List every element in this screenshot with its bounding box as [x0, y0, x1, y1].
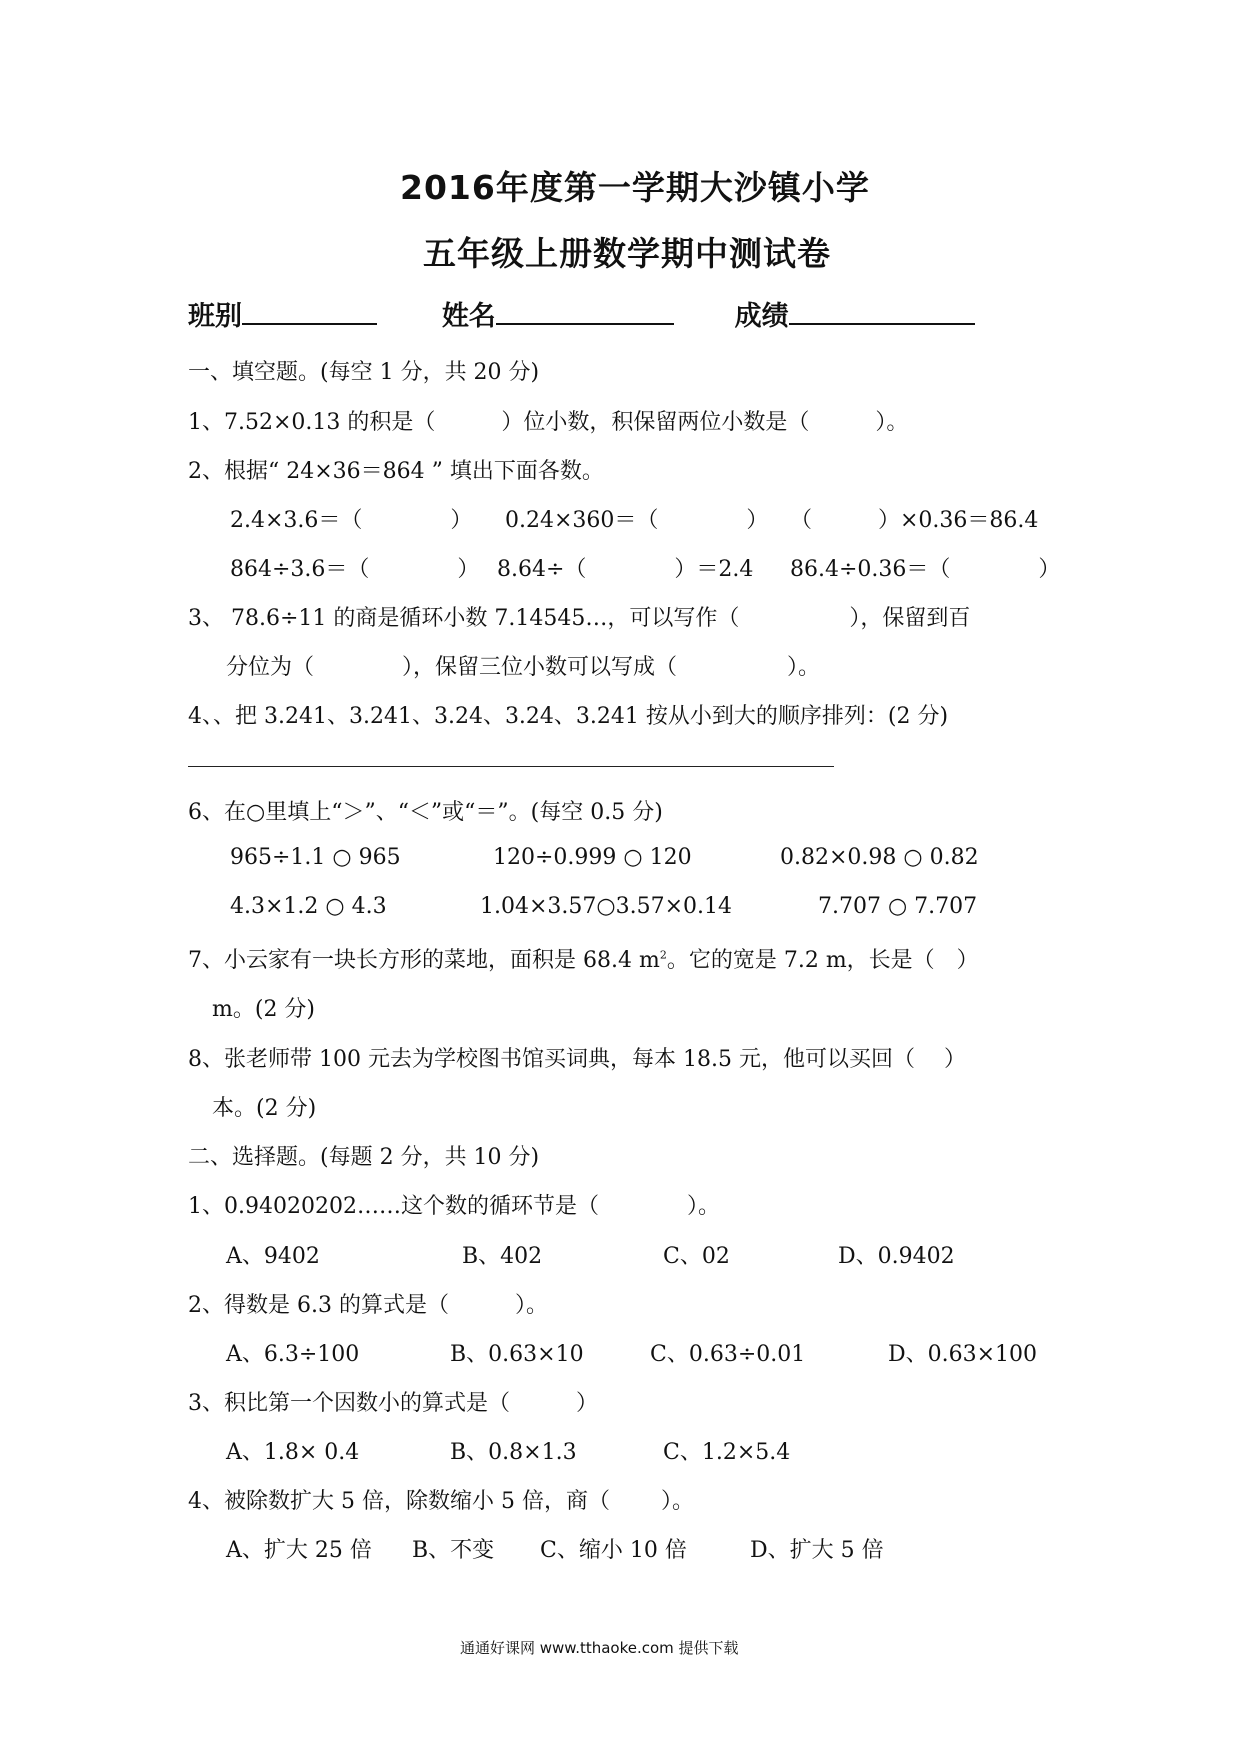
score-label: 成绩: [734, 301, 789, 332]
student-info-row: [188, 294, 975, 333]
s1-question-4: 4、、把 3.241、3.241、3.24、3.24、3.241 按从小到大的顺序排列：(2 分): [188, 704, 949, 729]
s1-q6-item: 965÷1.1 ○ 965: [230, 845, 401, 870]
s2-q1-option[interactable]: A、9402: [226, 1244, 320, 1269]
s2-q4-option[interactable]: C、缩小 10 倍: [540, 1538, 687, 1563]
s1-q6-item: 120÷0.999 ○ 120: [493, 845, 692, 870]
s2-q3-option[interactable]: B、0.8×1.3: [450, 1440, 577, 1465]
section2-heading: 二、选择题。(每题 2 分，共 10 分): [188, 1145, 540, 1170]
score-blank[interactable]: [789, 297, 975, 325]
q4-answer-line[interactable]: [188, 766, 834, 767]
s2-question-4: 4、被除数扩大 5 倍，除数缩小 5 倍，商（ ）。: [188, 1489, 694, 1514]
s1-question-6: 6、在○里填上“＞”、“＜”或“＝”。(每空 0.5 分): [188, 800, 663, 825]
q7-text-b: 。它的宽是 7.2 m，长是（ ）: [666, 948, 979, 973]
footer-credit: 通通好课网 www.tthaoke.com 提供下载: [460, 1639, 739, 1657]
exam-title-line1: 2016年度第一学期大沙镇小学: [400, 168, 870, 207]
s1-question-7: [188, 943, 979, 974]
s2-q1-option[interactable]: D、0.9402: [838, 1244, 955, 1269]
s2-q3-option[interactable]: C、1.2×5.4: [663, 1440, 791, 1465]
s1-q2-item: 8.64÷（ ）＝2.4: [497, 557, 754, 582]
s2-q1-option[interactable]: C、02: [663, 1244, 730, 1269]
q7-text-a: 7、小云家有一块长方形的菜地，面积是 68.4 m: [188, 948, 660, 973]
s2-q2-option[interactable]: D、0.63×100: [888, 1342, 1038, 1367]
s1-q2-item: 0.24×360＝（ ）: [505, 508, 769, 533]
class-label: 班别: [188, 301, 242, 332]
s1-q6-item: 1.04×3.57○3.57×0.14: [480, 894, 733, 919]
s1-question-8: 8、张老师带 100 元去为学校图书馆买词典，每本 18.5 元，他可以买回（ ）: [188, 1047, 966, 1072]
exam-title-line2: 五年级上册数学期中测试卷: [423, 234, 831, 273]
name-blank[interactable]: [496, 297, 674, 325]
s2-q1-option[interactable]: B、402: [462, 1244, 543, 1269]
s2-question-2: 2、得数是 6.3 的算式是（ ）。: [188, 1293, 548, 1318]
s1-question-8-cont: 本。(2 分): [212, 1096, 317, 1121]
s2-q4-option[interactable]: A、扩大 25 倍: [226, 1538, 372, 1563]
s1-q6-item: 0.82×0.98 ○ 0.82: [780, 845, 979, 870]
s2-q2-option[interactable]: A、6.3÷100: [226, 1342, 360, 1367]
s1-question-3-cont: 分位为（ ），保留三位小数可以写成（ ）。: [226, 655, 821, 680]
s1-q2-item: 2.4×3.6＝（ ）: [230, 508, 473, 533]
s1-q6-item: 7.707 ○ 7.707: [818, 894, 978, 919]
s1-q2-item: 864÷3.6＝（ ）: [230, 557, 480, 582]
q7-superscript: 2: [659, 948, 667, 962]
class-blank[interactable]: [242, 297, 377, 325]
s1-question-1: 1、7.52×0.13 的积是（ ）位小数，积保留两位小数是（ ）。: [188, 410, 909, 435]
s1-q2-item: 86.4÷0.36＝（ ）: [790, 557, 1061, 582]
s2-q4-option[interactable]: D、扩大 5 倍: [750, 1538, 884, 1563]
s2-question-1: 1、0.94020202……这个数的循环节是（ ）。: [188, 1194, 720, 1219]
s1-question-2: 2、根据“ 24×36＝864 ” 填出下面各数。: [188, 459, 604, 484]
s1-question-7-cont: m。(2 分): [212, 997, 316, 1022]
s2-question-3: 3、积比第一个因数小的算式是（ ）: [188, 1391, 598, 1416]
s1-question-3: 3、 78.6÷11 的商是循环小数 7.14545…，可以写作（ ），保留到百: [188, 606, 971, 631]
s2-q2-option[interactable]: C、0.63÷0.01: [650, 1342, 806, 1367]
s2-q3-option[interactable]: A、1.8× 0.4: [226, 1440, 360, 1465]
s2-q2-option[interactable]: B、0.63×10: [450, 1342, 584, 1367]
s2-q4-option[interactable]: B、不变: [412, 1538, 495, 1563]
name-label: 姓名: [441, 301, 496, 332]
section1-heading: 一、填空题。(每空 1 分，共 20 分): [188, 360, 540, 385]
s1-q2-item: （ ）×0.36＝86.4: [790, 508, 1039, 533]
s1-q6-item: 4.3×1.2 ○ 4.3: [230, 894, 387, 919]
